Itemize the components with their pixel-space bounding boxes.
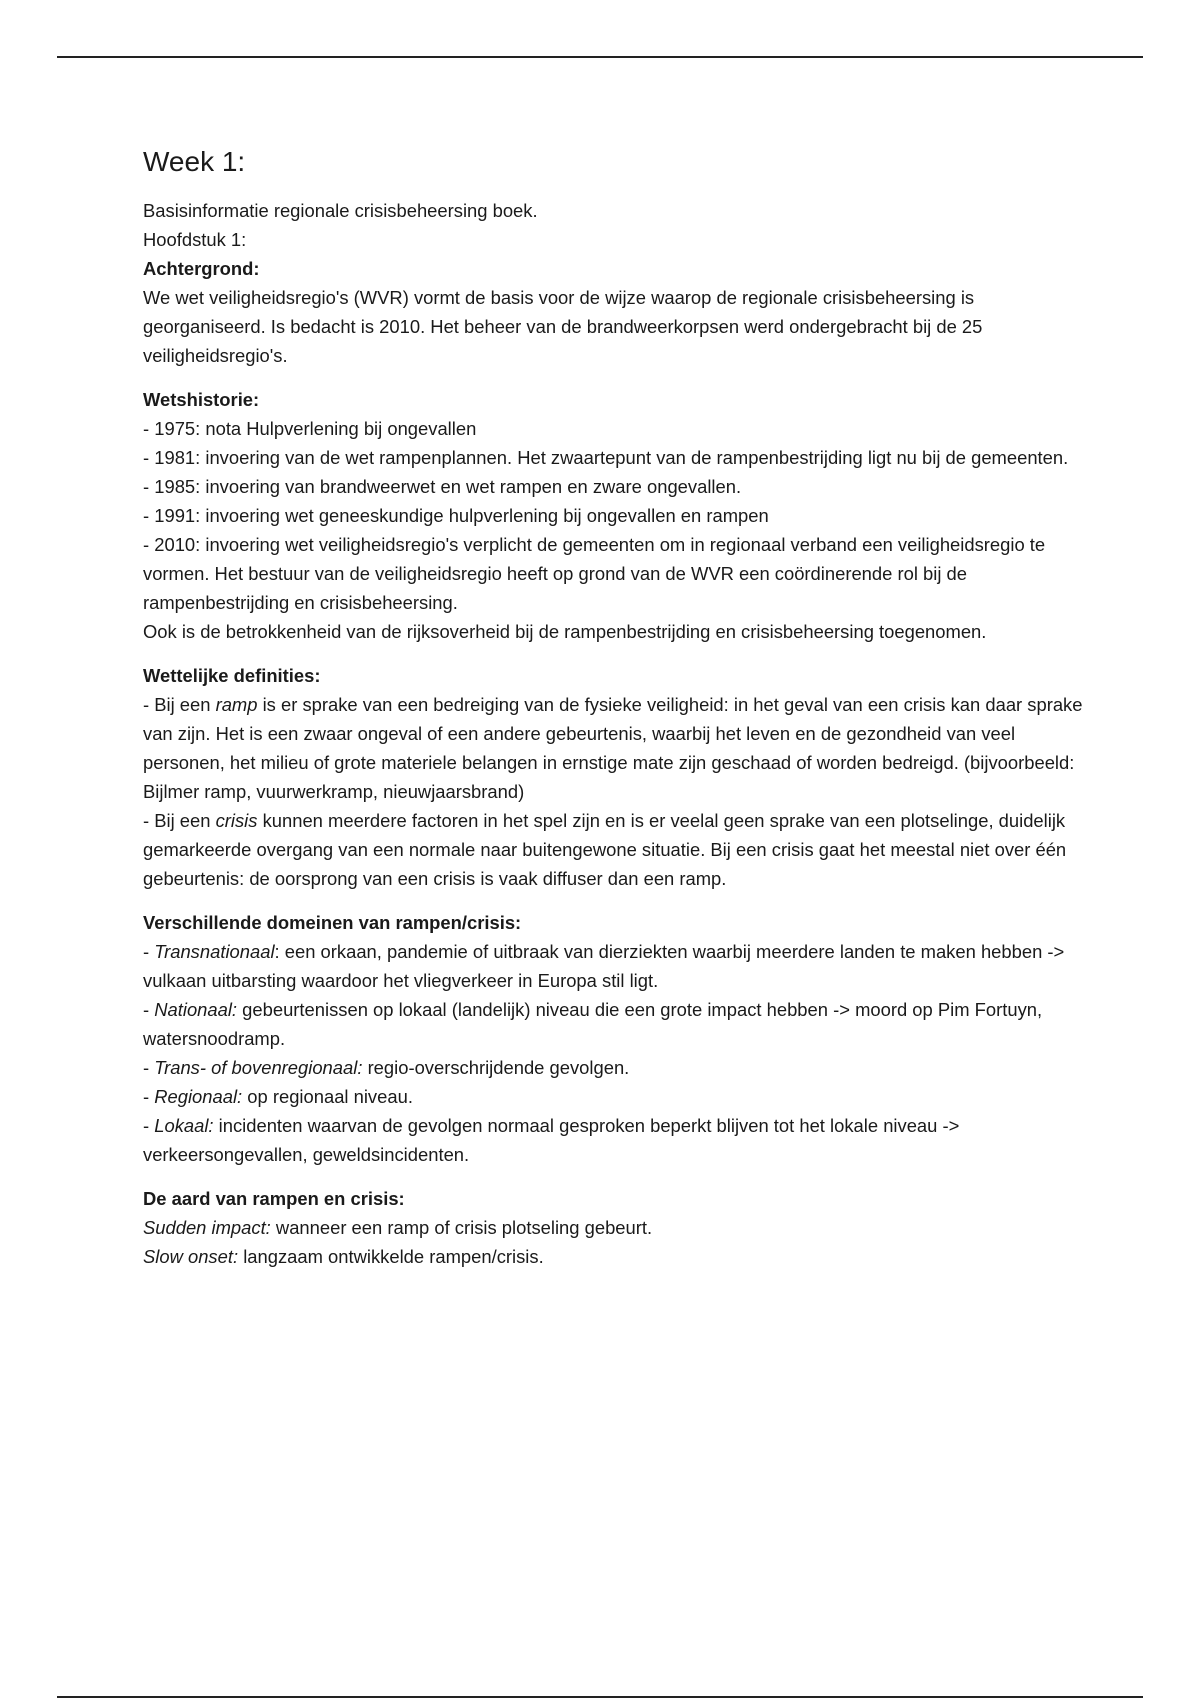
item-text: wanneer een ramp of crisis plotseling gebeurt. — [270, 1217, 653, 1238]
section-title-aard: De aard van rampen en crisis: — [143, 1188, 405, 1209]
list-item: - 1985: invoering van brandweerwet en wet rampen en zware ongevallen. — [143, 476, 742, 497]
item-term: Regionaal: — [154, 1086, 243, 1107]
list-item — [143, 1242, 1083, 1271]
definition-ramp — [143, 690, 1083, 806]
item-term: Transnationaal — [154, 941, 275, 962]
section-title-achtergrond: Achtergrond: — [143, 258, 260, 279]
list-item — [143, 1111, 1083, 1169]
definition-text: is er sprake van een bedreiging van de fysieke veiligheid: in het geval van een crisis kan daar sprake van zijn. Het is een zwaar ongeval of een andere gebeurtenis, waarbij het leven en de gezondheid van veel personen, het milieu of grote materiele belangen in ernstige mate zijn geschaad of worden bedreigd. (bijvoorbeeld: Bijlmer ramp, vuurwerkramp, nieuwjaarsbrand) — [143, 694, 1083, 802]
list-item — [143, 995, 1083, 1053]
achtergrond-text: We wet veiligheidsregio's (WVR) vormt de basis voor de wijze waarop de regionale crisisbeheersing is georganiseerd. Is bedacht is 2010. Het beheer van de brandweerkorpsen werd ondergebracht bij de 25 veiligheidsregio's. — [143, 287, 983, 366]
list-item: - 1991: invoering wet geneeskundige hulpverlening bij ongevallen en rampen — [143, 505, 769, 526]
item-text: regio-overschrijdende gevolgen. — [362, 1057, 630, 1078]
section-title-definities: Wettelijke definities: — [143, 665, 321, 686]
wetshistorie-note: Ook is de betrokkenheid van de rijksoverheid bij de rampenbestrijding en crisisbeheersing toegenomen. — [143, 621, 987, 642]
section-title-wetshistorie: Wetshistorie: — [143, 389, 260, 410]
definition-term: ramp — [215, 694, 258, 715]
item-prefix: - — [143, 1115, 155, 1136]
list-item — [143, 1053, 1083, 1082]
item-prefix: - — [143, 1057, 155, 1078]
item-term: Sudden impact: — [143, 1217, 271, 1238]
list-item: - 1975: nota Hulpverlening bij ongevallen — [143, 418, 477, 439]
document-body — [143, 142, 1083, 1271]
page-title: Week 1: — [143, 146, 246, 177]
intro-line-2: Hoofdstuk 1: — [143, 229, 247, 250]
item-term: Trans- of bovenregionaal: — [154, 1057, 363, 1078]
item-text: op regionaal niveau. — [242, 1086, 413, 1107]
section-title-domeinen: Verschillende domeinen van rampen/crisis: — [143, 912, 522, 933]
item-prefix: - — [143, 999, 155, 1020]
item-text: : een orkaan, pandemie of uitbraak van dierziekten waarbij meerdere landen te maken hebben -> vulkaan uitbarsting waardoor het vliegverkeer in Europa stil ligt. — [143, 941, 1065, 991]
definition-prefix: - Bij een — [143, 694, 216, 715]
definition-text: kunnen meerdere factoren in het spel zijn en is er veelal geen sprake van een plotselinge, duidelijk gemarkeerde overgang van een normale naar buitengewone situatie. Bij een crisis gaat het meestal niet over één gebeurtenis: de oorsprong van een crisis is vaak diffuser dan een ramp. — [143, 810, 1067, 889]
intro-line-1: Basisinformatie regionale crisisbeheersing boek. — [143, 200, 538, 221]
list-item — [143, 1082, 1083, 1111]
item-prefix: - — [143, 941, 155, 962]
definition-crisis — [143, 806, 1083, 893]
bottom-rule — [57, 1696, 1143, 1698]
list-item — [143, 1213, 1083, 1242]
list-item: - 1981: invoering van de wet rampenplannen. Het zwaartepunt van de rampenbestrijding ligt nu bij de gemeenten. — [143, 447, 1069, 468]
list-item: - 2010: invoering wet veiligheidsregio's verplicht de gemeenten om in regionaal verband een veiligheidsregio te vormen. Het bestuur van de veiligheidsregio heeft op grond van de WVR een coördinerende rol bij de rampenbestrijding en crisisbeheersing. — [143, 534, 1046, 613]
item-text: langzaam ontwikkelde rampen/crisis. — [238, 1246, 544, 1267]
item-prefix: - — [143, 1086, 155, 1107]
item-text: gebeurtenissen op lokaal (landelijk) niveau die een grote impact hebben -> moord op Pim Fortuyn, watersnoodramp. — [143, 999, 1043, 1049]
top-rule — [57, 56, 1143, 58]
list-item — [143, 937, 1083, 995]
item-term: Lokaal: — [154, 1115, 214, 1136]
item-term: Slow onset: — [143, 1246, 239, 1267]
item-term: Nationaal: — [154, 999, 238, 1020]
definition-term: crisis — [215, 810, 258, 831]
item-text: incidenten waarvan de gevolgen normaal gesproken beperkt blijven tot het lokale niveau -> verkeersongevallen, geweldsincidenten. — [143, 1115, 960, 1165]
definition-prefix: - Bij een — [143, 810, 216, 831]
